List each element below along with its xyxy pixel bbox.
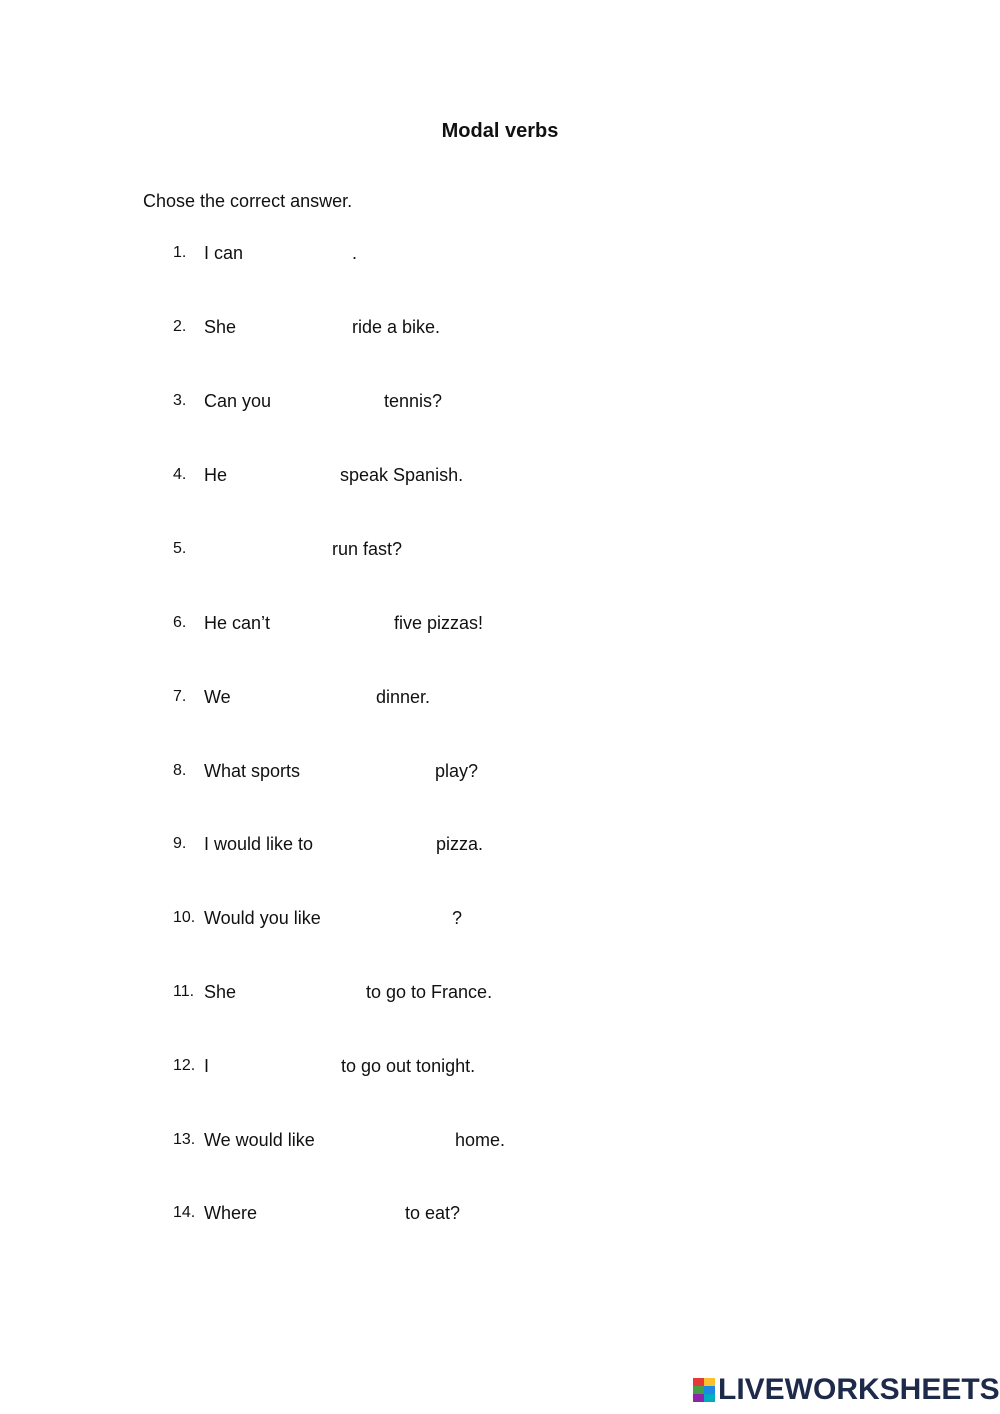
question-text-after: speak Spanish.: [340, 465, 464, 485]
question-text-after: play?: [435, 761, 479, 781]
question-text-after: to go to France.: [366, 982, 493, 1002]
logo-swatch: [704, 1386, 715, 1394]
question-item: [0, 611, 700, 635]
question-number: 2.: [173, 318, 187, 335]
question-number: 11.: [173, 983, 195, 1000]
logo-swatch: [693, 1386, 704, 1394]
question-item: [0, 463, 700, 487]
question-item: [0, 980, 700, 1004]
question-item: [0, 832, 700, 856]
question-number: 4.: [173, 466, 187, 483]
question-text-before: He can’t: [204, 613, 271, 633]
question-item: [0, 906, 700, 930]
question-text-before: He: [204, 465, 228, 485]
question-text-after: run fast?: [332, 539, 403, 559]
question-item: [0, 1128, 700, 1152]
question-number: 7.: [173, 688, 187, 705]
logo-swatch: [693, 1394, 704, 1402]
question-item: [0, 1054, 700, 1078]
question-number: 10.: [173, 909, 196, 926]
question-number: 8.: [173, 762, 187, 779]
question-text-after: dinner.: [376, 687, 431, 707]
question-text-before: Where: [204, 1203, 258, 1223]
question-text-before: She: [204, 982, 237, 1002]
question-text-before: Can you: [204, 391, 272, 411]
question-text-before: I can: [204, 243, 244, 263]
question-text-before: We would like: [204, 1130, 315, 1150]
question-text-after: ride a bike.: [352, 317, 441, 337]
question-number: 5.: [173, 540, 187, 557]
question-item: [0, 389, 700, 413]
question-text-before: She: [204, 317, 237, 337]
logo-swatch: [693, 1378, 704, 1386]
question-text-after: tennis?: [384, 391, 443, 411]
question-text-after: home.: [455, 1130, 506, 1150]
logo-text: LIVEWORKSHEETS: [718, 1373, 1000, 1406]
question-text-before: I would like to: [204, 834, 314, 854]
question-text-after: five pizzas!: [394, 613, 484, 633]
page-title: Modal verbs: [441, 120, 559, 142]
instruction-text: Chose the correct answer.: [143, 191, 353, 211]
liveworksheets-logo-icon: [693, 1378, 715, 1402]
question-text-after: ?: [452, 908, 463, 928]
question-number: 9.: [173, 835, 187, 852]
question-text-before: Would you like: [204, 908, 321, 928]
question-item: [0, 685, 700, 709]
question-number: 1.: [173, 244, 187, 261]
question-item: [0, 241, 700, 265]
question-number: 12.: [173, 1057, 196, 1074]
question-text-after: to go out tonight.: [341, 1056, 476, 1076]
question-item: [0, 537, 700, 561]
question-text-before: I: [204, 1056, 210, 1076]
logo-swatch: [704, 1394, 715, 1402]
logo-swatch: [704, 1378, 715, 1386]
question-number: 13.: [173, 1131, 196, 1148]
liveworksheets-logo: [693, 1374, 1000, 1406]
question-number: 3.: [173, 392, 187, 409]
question-text-before: We: [204, 687, 231, 707]
question-item: [0, 1201, 700, 1225]
question-text-after: pizza.: [436, 834, 484, 854]
question-item: [0, 759, 700, 783]
question-number: 14.: [173, 1204, 196, 1221]
question-text-after: .: [352, 243, 358, 263]
question-item: [0, 315, 700, 339]
question-number: 6.: [173, 614, 187, 631]
question-text-after: to eat?: [405, 1203, 461, 1223]
question-text-before: What sports: [204, 761, 301, 781]
